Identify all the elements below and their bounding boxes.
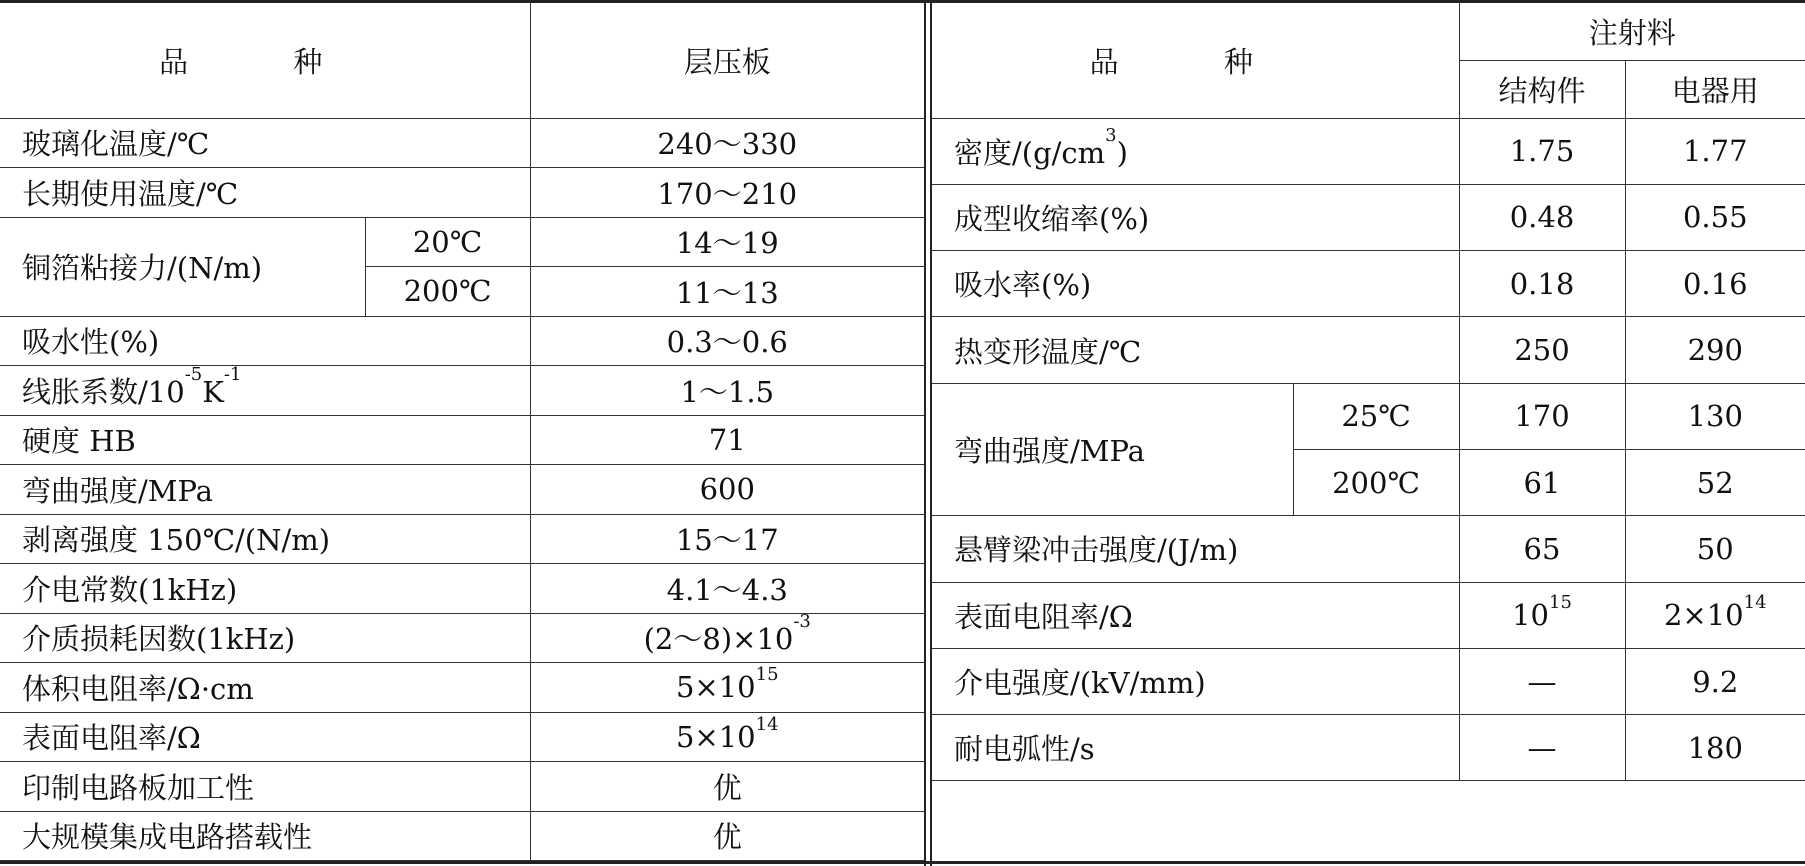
property-value: 4.1～4.3	[530, 564, 924, 614]
structural-value: 250	[1459, 317, 1625, 383]
structural-value: —	[1459, 715, 1625, 781]
property-label: 介电强度/(kV/mm)	[932, 648, 1459, 714]
structural-value: 61	[1459, 449, 1625, 515]
property-label: 表面电阻率/Ω	[932, 582, 1459, 648]
property-label: 表面电阻率/Ω	[0, 712, 530, 762]
header-variety: 品 种	[932, 3, 1459, 118]
bottom-rule	[0, 861, 1805, 864]
property-label: 弯曲强度/MPa	[932, 383, 1293, 516]
condition-label: 200℃	[365, 267, 530, 317]
condition-label: 20℃	[365, 217, 530, 267]
electrical-value: 9.2	[1625, 648, 1805, 714]
property-label: 悬臂梁冲击强度/(J/m)	[932, 516, 1459, 582]
property-label: 长期使用温度/℃	[0, 168, 530, 218]
property-label: 成型收缩率(%)	[932, 184, 1459, 250]
property-label: 弯曲强度/MPa	[0, 465, 530, 515]
property-label: 剥离强度 150℃/(N/m)	[0, 514, 530, 564]
property-label: 线胀系数$/10^{-5}K^{-1}$	[0, 366, 530, 416]
electrical-value: 52	[1625, 449, 1805, 515]
property-label: 印制电路板加工性	[0, 762, 530, 812]
property-value: 14～19	[530, 217, 924, 267]
double-divider-left	[924, 0, 926, 866]
property-label: 玻璃化温度/℃	[0, 118, 530, 168]
property-label: 耐电弧性/s	[932, 715, 1459, 781]
property-value: $5\times 10^{15}$	[530, 663, 924, 713]
property-label: 吸水率(%)	[932, 251, 1459, 317]
property-label: 吸水性(%)	[0, 316, 530, 366]
header-laminate: 层压板	[530, 3, 924, 118]
property-value: 优	[530, 811, 924, 861]
electrical-value: 0.16	[1625, 251, 1805, 317]
header-electrical: 电器用	[1625, 60, 1805, 118]
structural-value: 170	[1459, 383, 1625, 449]
property-value: 170～210	[530, 168, 924, 218]
property-label: 热变形温度/℃	[932, 317, 1459, 383]
electrical-value: 180	[1625, 715, 1805, 781]
laminate-properties-table	[0, 3, 924, 861]
property-value: 优	[530, 762, 924, 812]
electrical-value: $2\times 10^{14}$	[1625, 582, 1805, 648]
structural-value: $10^{15}$	[1459, 582, 1625, 648]
property-value: 240～330	[530, 118, 924, 168]
structural-value: —	[1459, 648, 1625, 714]
electrical-value: 1.77	[1625, 118, 1805, 184]
property-label: 密度$/(g/cm^3)$	[932, 118, 1459, 184]
injection-material-properties-table	[932, 3, 1805, 781]
property-value: 600	[530, 465, 924, 515]
structural-value: 65	[1459, 516, 1625, 582]
property-value: $5\times 10^{14}$	[530, 712, 924, 762]
property-value: 0.3～0.6	[530, 316, 924, 366]
condition-label: 25℃	[1293, 383, 1459, 449]
property-label: 介电常数(1kHz)	[0, 564, 530, 614]
electrical-value: 290	[1625, 317, 1805, 383]
property-value: $(2\sim 8)\times 10^{-3}$	[530, 613, 924, 663]
header-structural: 结构件	[1459, 60, 1625, 118]
property-value: 1～1.5	[530, 366, 924, 416]
header-injection-material: 注射料	[1459, 3, 1805, 60]
property-value: 11～13	[530, 267, 924, 317]
property-label: 大规模集成电路搭载性	[0, 811, 530, 861]
property-label: 硬度 HB	[0, 415, 530, 465]
electrical-value: 0.55	[1625, 184, 1805, 250]
property-value: 15～17	[530, 514, 924, 564]
property-label: 介质损耗因数(1kHz)	[0, 613, 530, 663]
header-variety: 品 种	[0, 3, 530, 118]
property-value: 71	[530, 415, 924, 465]
structural-value: 1.75	[1459, 118, 1625, 184]
electrical-value: 130	[1625, 383, 1805, 449]
electrical-value: 50	[1625, 516, 1805, 582]
property-label: 体积电阻率/Ω·cm	[0, 663, 530, 713]
structural-value: 0.48	[1459, 184, 1625, 250]
structural-value: 0.18	[1459, 251, 1625, 317]
property-label: 铜箔粘接力/(N/m)	[0, 217, 365, 316]
condition-label: 200℃	[1293, 449, 1459, 515]
